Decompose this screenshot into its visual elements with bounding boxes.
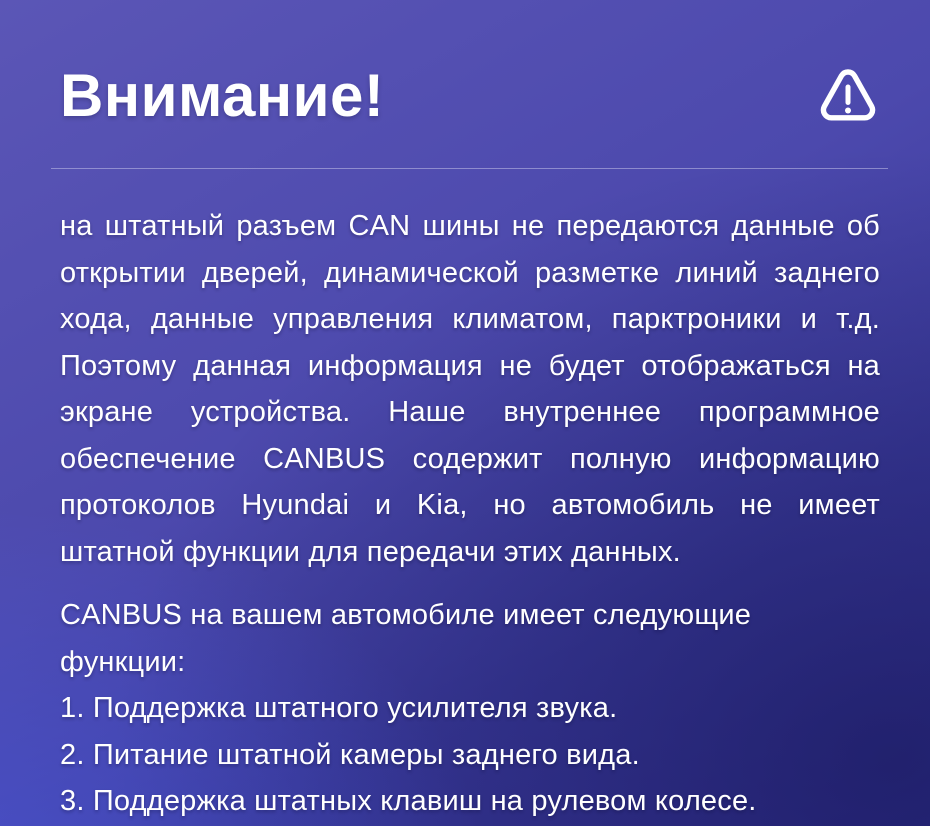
main-text-block [60, 203, 880, 825]
divider [51, 168, 888, 169]
list-item: 2. Питание штатной камеры заднего вида. [60, 738, 640, 771]
main-paragraph: на штатный разъем CAN шины не передаются данные об открытии дверей, динамической разметке линий заднего хода, данные управления климатом, парктроники и т.д. Поэтому данная информация не будет отображаться на экране устройства. Наше внутреннее программное обеспечение CANBUS содержит полную информацию протоколов Hyundai и Kia, но автомобиль не имеет штатной функции для передачи этих данных. [60, 210, 880, 568]
functions-intro: CANBUS на вашем автомобиле имеет следующие функции: [60, 599, 752, 678]
list-item: 1. Поддержка штатного усилителя звука. [60, 692, 618, 724]
slide-content [0, 64, 930, 826]
page-title: Внимание! [60, 62, 385, 129]
list-item: 3. Поддержка штатных клавиш на рулевом колесе. [60, 785, 757, 817]
functions-list [60, 685, 880, 825]
warning-triangle-icon [819, 65, 877, 129]
header [60, 64, 880, 127]
